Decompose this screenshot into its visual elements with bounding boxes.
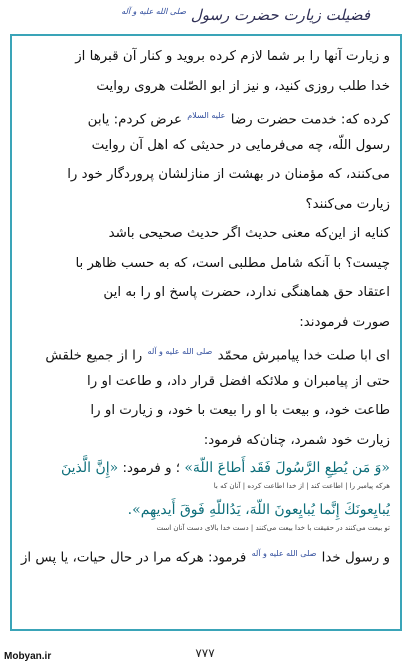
text-line: طاعت خود، و بيعت با او را بيعت با خود، و زيارت او را: [90, 403, 390, 418]
body-text: [20, 42, 390, 569]
text-line: رسول اللّه، چه مى‌فرمايى در حديثى كه اهل آن روايت: [91, 137, 390, 153]
verse-line: [20, 455, 390, 482]
text-line: زيارت مى‌كنند؟: [305, 196, 390, 212]
text-line: صورت فرمودند:: [299, 314, 390, 330]
site-brand-link[interactable]: Mobyan.ir: [4, 651, 52, 662]
text-segment: اى ابا صلت خدا پيامبرش محمّد: [217, 348, 390, 364]
text-line: چيست؟ با آنكه شامل مطلبى است، كه به حسب ظاهر با: [75, 255, 390, 271]
text-line: اعتقاد حق هماهنگى ندارد، حضرت پاسخ او را به اين: [103, 285, 390, 300]
text-line: خدا طلب روزى كنيد، و نيز از ابو الصّلت هروى روايت: [96, 78, 390, 94]
text-line: و زیارت آنها را بر شما لازم کرده برويد و كنار آن قبرها از: [75, 49, 390, 64]
salute-ligature-icon: صلی الله علیه و آله: [121, 7, 187, 16]
verse-gloss: هركه پيامبر را | اطاعت كند | از خدا اطاعت كرده | آنان كه با: [213, 482, 390, 490]
verse-gloss: تو بيعت مى‌كنند در حقيقت با خدا بيعت مى‌كنند | دست خدا بالاى دست آنان است: [156, 524, 390, 532]
quran-quote: «وَ مَن يُطِعِ الرَّسُولَ فَقَد أَطاعَ اللّهَ»: [184, 460, 390, 476]
page-number: ۷۷۷: [195, 646, 215, 660]
text-line: زيارت خود شمرد، چنان‌كه فرمود:: [203, 432, 390, 448]
verse-line: [20, 497, 390, 524]
salute-prophet-icon: صلی الله علیه و آله: [147, 347, 213, 356]
text-frame: [10, 34, 402, 631]
page-title: فضیلت زیارت حضرت رسول: [190, 6, 370, 24]
verse-block-1: [20, 455, 390, 497]
text-line: حتى از پيامبران و ملائكه افضل قرار داد، و طاعت او را: [87, 373, 390, 389]
salute-prophet-icon: صلی الله علیه و آله: [251, 549, 317, 558]
text-line: [20, 539, 390, 569]
text-segment: ؛ و فرمود:: [122, 461, 181, 476]
quran-quote: «إِنَّ الَّذينَ: [60, 460, 119, 476]
text-segment: فرمود: هركه مرا در حال حيات، يا پس از: [20, 550, 247, 566]
text-segment: عرض كردم: يابن: [87, 112, 182, 128]
text-segment: و رسول خدا: [321, 550, 390, 566]
text-segment: را از جميع خلقش: [45, 348, 143, 364]
text-line: [20, 337, 390, 367]
text-line: [20, 101, 390, 131]
text-line: كنايه از اين‌كه معنى حديث اگر حديث صحيحى باشد: [108, 226, 390, 241]
text-line: مى‌كنند، كه مؤمنان در بهشت از منازلشان پروردگار خود را: [67, 167, 390, 182]
verse-block-2: [20, 497, 390, 539]
page-header: [40, 6, 370, 34]
quran-quote: يُبايِعونَكَ إِنَّما يُبايِعونَ اللّهَ، يَدُاللّهِ فَوقَ أَيديهِم».: [127, 502, 390, 518]
salute-reza-icon: علیه السلام: [187, 111, 226, 120]
text-segment: كرده كه: خدمت حضرت رضا: [230, 112, 390, 128]
